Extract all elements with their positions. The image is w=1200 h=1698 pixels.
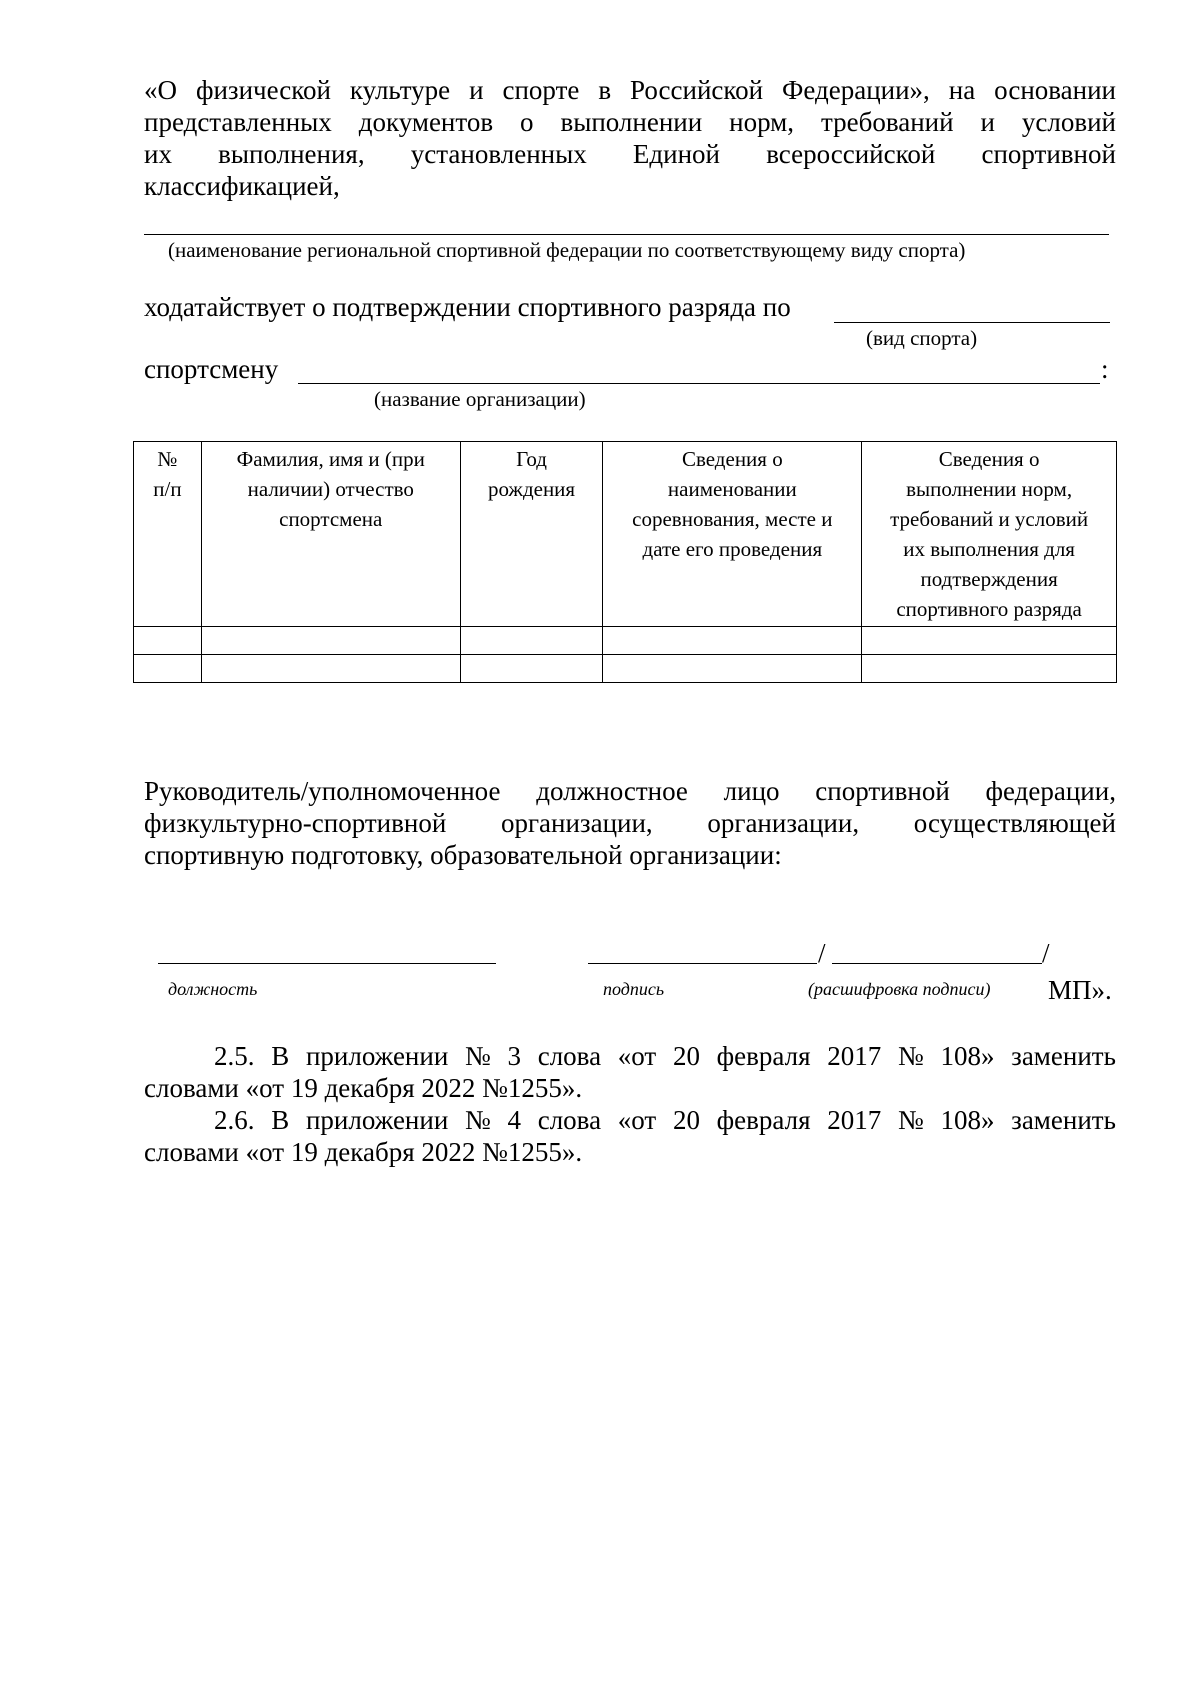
organization-fill-line bbox=[298, 383, 1100, 384]
head-line: спортивную подготовку, образовательной организации: bbox=[144, 840, 782, 870]
amendment-line: словами «от 19 декабря 2022 №1255». bbox=[144, 1137, 583, 1167]
intro-line: представленных документов о выполнении норм, требований и условий bbox=[144, 107, 1116, 137]
sport-fill-line bbox=[834, 322, 1110, 323]
federation-fill-line bbox=[144, 234, 1109, 235]
decoding-slash: / bbox=[1042, 938, 1050, 968]
amendment-line: словами «от 19 декабря 2022 №1255». bbox=[144, 1073, 583, 1103]
petition-text: ходатайствует о подтверждении спортивного разряда по bbox=[144, 292, 791, 322]
intro-line: их выполнения, установленных Единой всероссийской спортивной bbox=[144, 139, 1116, 169]
column-header-full-name bbox=[201, 442, 460, 627]
athletes-table bbox=[133, 441, 1117, 683]
amendment-2-5 bbox=[144, 1040, 1116, 1104]
table-cell bbox=[201, 655, 460, 683]
table-header-row bbox=[134, 442, 1117, 627]
signature-fill-line bbox=[588, 963, 817, 964]
table-cell bbox=[460, 627, 603, 655]
column-header-number bbox=[134, 442, 202, 627]
header-text: Фамилия, имя и (при наличии) отчество спортсмена bbox=[236, 447, 425, 531]
header-text: Год рождения bbox=[487, 447, 576, 501]
head-paragraph bbox=[144, 775, 1116, 871]
header-text: Сведения о выполнении норм, требований и условий их выполнения для подтверждения спортивного разряда bbox=[890, 447, 1089, 621]
federation-caption: (наименование региональной спортивной федерации по соответствующему виду спорта) bbox=[168, 238, 966, 262]
table-cell bbox=[134, 627, 202, 655]
amendment-line: 2.5. В приложении № 3 слова «от 20 февраля 2017 № 108» заменить bbox=[214, 1041, 1116, 1071]
organization-caption: (название организации) bbox=[374, 387, 586, 411]
intro-line: «О физической культуре и спорте в Российской Федерации», на основании bbox=[144, 75, 1116, 105]
column-header-birth-year bbox=[460, 442, 603, 627]
position-fill-line bbox=[158, 963, 496, 964]
header-text: № п/п bbox=[153, 447, 182, 501]
table-cell bbox=[134, 655, 202, 683]
amendment-2-6 bbox=[144, 1104, 1116, 1168]
table-cell bbox=[460, 655, 603, 683]
head-line: физкультурно-спортивной организации, организации, осуществляющей bbox=[144, 808, 1116, 838]
table-cell bbox=[603, 627, 862, 655]
decoding-caption: (расшифровка подписи) bbox=[808, 979, 991, 999]
table-cell bbox=[862, 655, 1117, 683]
header-text: Сведения о наименовании соревнования, месте и дате его проведения bbox=[632, 447, 833, 561]
intro-line: классификацией, bbox=[144, 171, 340, 201]
athlete-label: спортсмену bbox=[144, 354, 279, 384]
amendment-line: 2.6. В приложении № 4 слова «от 20 февраля 2017 № 108» заменить bbox=[214, 1105, 1116, 1135]
table-row bbox=[134, 655, 1117, 683]
table-cell bbox=[201, 627, 460, 655]
sport-caption: (вид спорта) bbox=[866, 326, 978, 350]
head-line: Руководитель/уполномоченное должностное лицо спортивной федерации, bbox=[144, 776, 1116, 806]
table-row bbox=[134, 627, 1117, 655]
table-cell bbox=[603, 655, 862, 683]
intro-paragraph bbox=[144, 74, 1116, 202]
decoding-fill-line bbox=[832, 963, 1042, 964]
signature-slash: / bbox=[818, 938, 826, 968]
column-header-norms bbox=[862, 442, 1117, 627]
stamp-label: МП». bbox=[1048, 975, 1112, 1005]
table-cell bbox=[862, 627, 1117, 655]
signature-caption: подпись bbox=[603, 979, 665, 999]
athlete-colon: : bbox=[1101, 354, 1109, 384]
position-caption: должность bbox=[168, 979, 258, 999]
column-header-competition bbox=[603, 442, 862, 627]
